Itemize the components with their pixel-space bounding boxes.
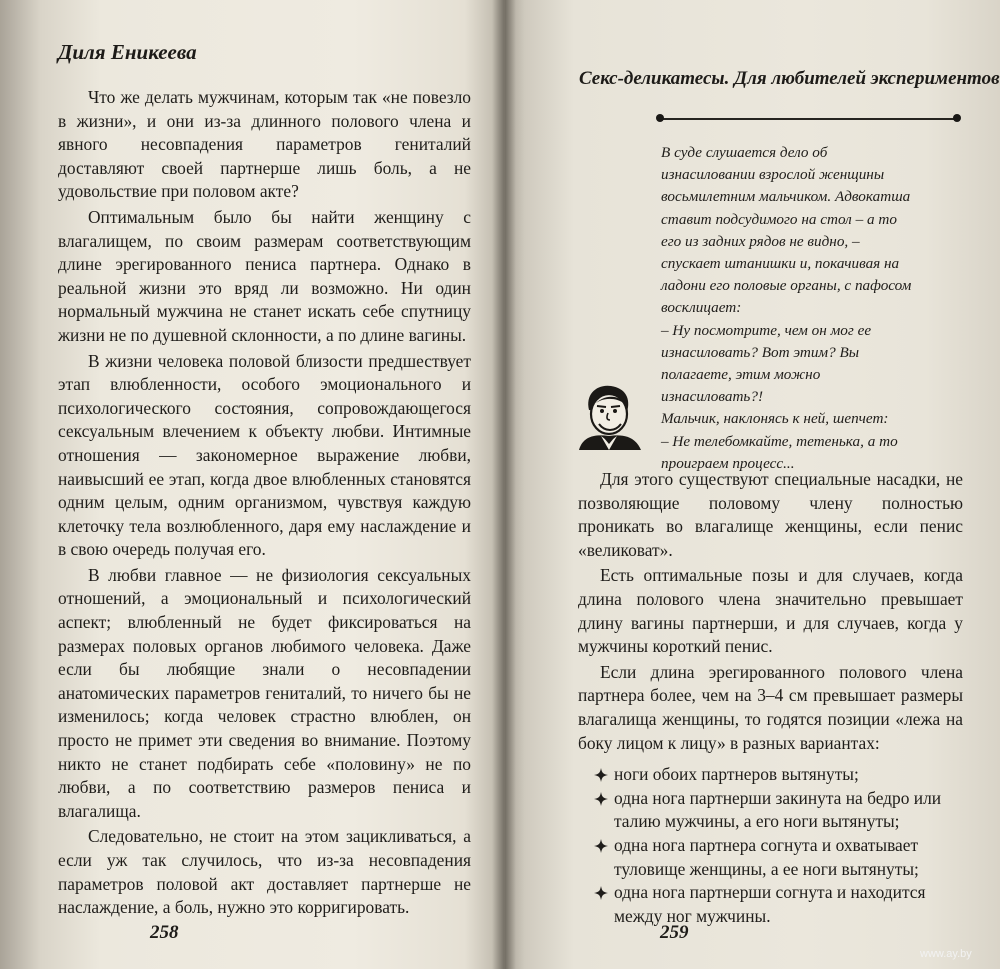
- joke-line: изнасиловании взрослой женщины: [661, 166, 885, 184]
- divider-dot: [953, 114, 961, 122]
- joke-line: его из задних рядов не видно, –: [661, 232, 860, 250]
- diamond-bullet-icon: [594, 839, 608, 853]
- list-item-text: одна нога партнерши закинута на бедро или талию мужчины, а его ноги вытянуты;: [614, 787, 942, 832]
- joke-line: изнасиловать?!: [661, 388, 763, 406]
- joke-line: полагаете, этим можно: [661, 366, 821, 384]
- joke-line: ладони его половые органы, с пафосом: [661, 277, 912, 295]
- paragraph: Что же делать мужчинам, которым так «не повезло в жизни», и они из-за длинного полового члена и явного несовпадения параметров гениталий доставляют своей партнерше лишь боль, а не удовольствие при половом акте?: [58, 87, 471, 202]
- paragraph: Есть оптимальные позы и для случаев, когда длина полового члена значительно превышает длину вагины партнерши, и для случаев, когда у мужчины короткий пенис.: [578, 565, 963, 657]
- paragraph: Для этого существуют специальные насадки, не позволяющие половому члену полностью проникать во влагалище женщины, если пенис «великоват».: [578, 469, 963, 560]
- paragraph: Следовательно, не стоит на этом зацикливаться, а если уж так случилось, что из-за несовпадения параметров половой акт доставляет партнерше не наслаждение, а боль, нужно это корригировать.: [58, 826, 471, 918]
- joke-line: ставит подсудимого на стол – а то: [661, 210, 897, 228]
- positions-list: [578, 763, 963, 928]
- joke-line: восклицает:: [661, 299, 742, 317]
- joke-line: – Не телебомкайте, тетенька, а то: [661, 432, 898, 450]
- joke-line: Мальчик, наклонясь к ней, шепчет:: [661, 410, 889, 428]
- joke-line: – Ну посмотрите, чем он мог ее: [661, 321, 872, 339]
- joke-line: восьмилетним мальчиком. Адвокатша: [661, 188, 911, 206]
- list-item-text: ноги обоих партнеров вытянуты;: [614, 764, 859, 785]
- list-item: [594, 834, 963, 881]
- book-gutter: [492, 0, 516, 969]
- paragraph: В любви главное — не физиология сексуальных отношений, а эмоциональный и психологический аспект; влюбленный не будет фиксироваться на размерах половых органов любимого человека. Даже если бы любящие знали о несовпадении анатомических параметров гениталий, то ничего бы не изменилось; когда человек страстно влюблен, он просто не примет эти сведения во внимание. Поэтому никто не станет подбирать себе «половину» не по любви, а по соответствию размеров пениса и влагалища.: [58, 564, 471, 821]
- paragraph: Если длина эрегированного полового члена партнера более, чем на 3–4 см превышает размеры влагалища женщины, то годятся позиции «лежа на боку лицом к лицу» в разных вариантах:: [578, 661, 963, 753]
- site-watermark: www.ay.by: [920, 948, 972, 960]
- list-item: [594, 787, 963, 834]
- list-item-text: одна нога партнерши согнута и находится между ног мужчины.: [614, 882, 926, 926]
- cartoon-man-icon: [575, 380, 645, 452]
- joke-line: спускает штанишки и, покачивая на: [661, 255, 900, 273]
- diamond-bullet-icon: [594, 886, 608, 900]
- list-item: [594, 881, 963, 928]
- right-running-head: Секс-деликатесы. Для любителей экспериментов: [579, 68, 1000, 89]
- right-page-number: 259: [660, 922, 689, 943]
- diamond-bullet-icon: [594, 792, 608, 806]
- left-page-number: 258: [150, 922, 179, 943]
- left-page-body: [58, 86, 471, 920]
- joke-divider-rule: [660, 118, 958, 120]
- joke-line: В суде слушается дело об: [661, 144, 828, 161]
- paragraph: В жизни человека половой близости предшествует этап влюбленности, особого эмоционального и психологического состояния, сопровождающегося сексуальным влечением к объекту любви. Интимные отношения — закономерное выражение любви, наивысший ее этап, когда двое влюбленных становятся одним целым, одним организмом, чувствуя каждую клеточку тела возлюбленного, даря ему наслаждение и в свою очередь получая его.: [58, 350, 471, 560]
- joke-line: изнасиловать? Вот этим? Вы: [661, 343, 860, 361]
- left-running-head: Диля Еникеева: [58, 40, 197, 64]
- joke-box: [661, 142, 961, 475]
- divider-dot: [656, 114, 664, 122]
- paragraph: Оптимальным было бы найти женщину с влагалищем, по своим размерам соответствующим длине эрегированного пениса партнера. Однако в реальной жизни это вряд ли возможно. Ни один нормальный мужчина не станет искать себе спутницу жизни не по душевной склонности, а по длине вагины.: [58, 206, 471, 345]
- list-item-text: одна нога партнера согнута и охватывает туловище женщины, а ее ноги вытянуты;: [614, 834, 919, 879]
- joke-line: проиграем процесс...: [661, 454, 795, 472]
- diamond-bullet-icon: [594, 768, 608, 782]
- list-item: [594, 763, 963, 787]
- right-page-body: [578, 468, 963, 928]
